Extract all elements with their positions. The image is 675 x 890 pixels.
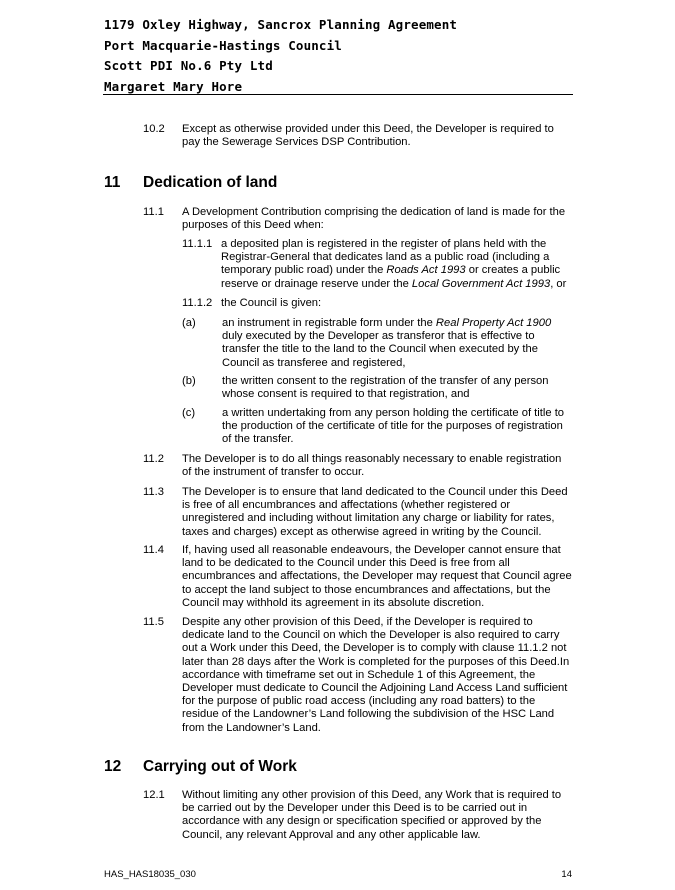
clause-number: 11.5: [143, 616, 164, 628]
header-landowner: Margaret Mary Hore: [104, 79, 243, 94]
header-developer: Scott PDI No.6 Pty Ltd: [104, 58, 273, 73]
clause-11-1-text: A Development Contribution comprising the dedication of land is made for the purposes of this Deed when:: [182, 206, 566, 232]
clause-11-5-text: Despite any other provision of this Deed, if the Developer is required to dedicate land to the Council on which the Developer is also required to carry out a Work under this Deed, the Developer is to comply with clause 11.1.2 not later than 28 days after the Work is completed for the purposes of this Deed.In accordance with timeframe set out in Schedule 1 of this Agreement, the Developer must dedicate to Council the Adjoining Land Access Land sufficient for the purpose of public road access (including any road batters) to the residue of the Landowner’s Land following the subdivision of the HSC Land from the Landowner’s Land.: [182, 616, 570, 734]
item-label: (b): [182, 375, 196, 387]
clause-12-1-text: Without limiting any other provision of this Deed, any Work that is required to be carried out by the Developer under this Deed is to be carried out in accordance with any design or specification specified or approved by the Council, any relevant Approval and any other applicable law.: [182, 789, 562, 841]
section-number: 12: [104, 758, 122, 775]
item-label: (c): [182, 407, 196, 419]
clause-number: 11.4: [143, 544, 164, 556]
header-rule: [103, 94, 573, 95]
section-number: 11: [104, 174, 121, 191]
header-council: Port Macquarie-Hastings Council: [104, 38, 342, 53]
clause-number: 11.1.2: [182, 297, 213, 309]
clause-11-1-2-text: the Council is given:: [221, 297, 322, 309]
clause-number: 12.1: [143, 789, 165, 801]
item-c-text: a written undertaking from any person holding the certificate of title to the production of the certificate of title for the purposes of registration of the transfer.: [222, 407, 565, 446]
section-title: Carrying out of Work: [143, 758, 297, 775]
item-a-text: an instrument in registrable form under the Real Property Act 1900 duly executed by the Developer as transferor that is effective to transfer the title to the land to the Council when executed by the Council as transferee and registered,: [222, 317, 552, 369]
clause-11-3-text: The Developer is to ensure that land dedicated to the Council under this Deed is free of all encumbrances and affectations (whether registered or unregistered and including without limitation any charge or liability for rates, taxes and charges) except as otherwise agreed in writing by the Council.: [182, 486, 568, 538]
clause-number: 11.3: [143, 486, 164, 498]
header-agreement-title: 1179 Oxley Highway, Sancrox Planning Agreement: [104, 17, 458, 32]
footer-document-reference: HAS_HAS18035_030: [104, 869, 196, 880]
clause-number: 11.1: [143, 206, 164, 218]
clause-number: 10.2: [143, 123, 165, 135]
page-number: 14: [561, 869, 572, 880]
clause-11-4-text: If, having used all reasonable endeavours, the Developer cannot ensure that land to be dedicated to the Council under this Deed is free from all encumbrances and affectations, the Developer may request that Council agree to accept the land subject to those encumbrances and affectations, but the Council may withhold its agreement in its absolute discretion.: [182, 544, 572, 609]
item-label: (a): [182, 317, 196, 329]
clause-number: 11.1.1: [182, 238, 213, 250]
section-title: Dedication of land: [143, 174, 278, 191]
clause-11-2-text: The Developer is to do all things reasonably necessary to enable registration of the instrument of transfer to occur.: [182, 453, 562, 479]
item-b-text: the written consent to the registration of the transfer of any person whose consent is required to that registration, and: [222, 375, 549, 401]
clause-number: 11.2: [143, 453, 164, 465]
clause-10-2-text: Except as otherwise provided under this Deed, the Developer is required to pay the Sewerage Services DSP Contribution.: [182, 123, 554, 149]
clause-11-1-1-text: a deposited plan is registered in the register of plans held with the Registrar-General that dedicates land as a public road (including a temporary public road) under the Roads Act 1993 or creates a public reserve or drainage reserve under the Local Government Act 1993, or: [221, 238, 567, 290]
